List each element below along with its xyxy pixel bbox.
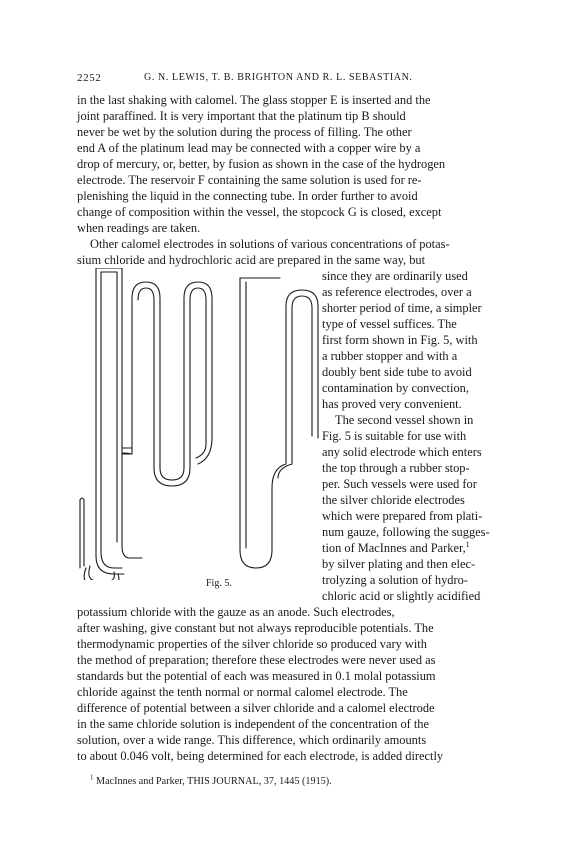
wrap-line: trolyzing a solution of hydro- xyxy=(322,573,468,587)
wrap-line xyxy=(322,540,470,556)
wrap-line: has proved very convenient. xyxy=(322,397,462,411)
body-line: difference of potential between a silver chloride and a calomel electrode xyxy=(77,701,435,715)
body-line: potassium chloride with the gauze as an anode. Such electrodes, xyxy=(77,605,395,619)
footnote-marker: 1 xyxy=(465,539,470,549)
wrap-line: since they are ordinarily used xyxy=(322,269,468,283)
body-line: end A of the platinum lead may be connected with a copper wire by a xyxy=(77,141,421,155)
wrap-line: per. Such vessels were used for xyxy=(322,477,477,491)
wrap-line: Fig. 5 is suitable for use with xyxy=(322,429,467,443)
page-number: 2252 xyxy=(77,72,102,84)
body-line: drop of mercury, or, better, by fusion as shown in the case of the hydrogen xyxy=(77,157,446,171)
body-line: joint paraffined. It is very important that the platinum tip B should xyxy=(77,109,406,123)
body-line: Other calomel electrodes in solutions of various concentrations of potas- xyxy=(90,237,450,251)
body-line: never be wet by the solution during the process of filling. The other xyxy=(77,125,412,139)
body-line: plenishing the liquid in the connecting tube. In order further to avoid xyxy=(77,189,418,203)
wrap-line: as reference electrodes, over a xyxy=(322,285,472,299)
wrap-line: a rubber stopper and with a xyxy=(322,349,458,363)
wrap-line: the top through a rubber stop- xyxy=(322,461,470,475)
wrap-line: contamination by convection, xyxy=(322,381,469,395)
body-line: to about 0.046 volt, being determined for each electrode, is added directly xyxy=(77,749,444,763)
figure-caption: Fig. 5. xyxy=(206,578,232,589)
figure-5-electrode-vessels xyxy=(76,268,322,580)
wrap-line: chloric acid or slightly acidified xyxy=(322,589,481,603)
body-line: in the same chloride solution is independent of the concentration of the xyxy=(77,717,430,731)
footnote-number: 1 xyxy=(90,773,94,782)
body-line: the method of preparation; therefore these electrodes were never used as xyxy=(77,653,436,667)
body-line: when readings are taken. xyxy=(77,221,201,235)
body-line: in the last shaking with calomel. The glass stopper E is inserted and the xyxy=(77,93,431,107)
body-line: standards but the potential of each was measured in 0.1 molal potassium xyxy=(77,669,436,683)
body-line: solution, over a wide range. This difference, which ordinarily amounts xyxy=(77,733,427,747)
wrap-line: by silver plating and then elec- xyxy=(322,557,476,571)
first-vessel-drawing xyxy=(80,268,212,580)
wrap-line: doubly bent side tube to avoid xyxy=(322,365,472,379)
footnote xyxy=(90,773,332,787)
body-line: thermodynamic properties of the silver chloride so produced vary with xyxy=(77,637,427,651)
wrap-line: num gauze, following the sugges- xyxy=(322,525,490,539)
wrap-line: The second vessel shown in xyxy=(335,413,474,427)
wrap-line: first form shown in Fig. 5, with xyxy=(322,333,478,347)
body-line: change of composition within the vessel, the stopcock G is closed, except xyxy=(77,205,442,219)
body-line: chloride against the tenth normal or normal calomel electrode. The xyxy=(77,685,408,699)
body-line: electrode. The reservoir F containing the same solution is used for re- xyxy=(77,173,422,187)
running-head-authors: G. N. LEWIS, T. B. BRIGHTON AND R. L. SEBASTIAN. xyxy=(144,72,413,83)
body-line: after washing, give constant but not always reproducible potentials. The xyxy=(77,621,434,635)
wrap-line: which were prepared from plati- xyxy=(322,509,483,523)
wrap-line: type of vessel suffices. The xyxy=(322,317,457,331)
wrap-line-text: tion of MacInnes and Parker, xyxy=(322,541,466,555)
wrap-line: any solid electrode which enters xyxy=(322,445,482,459)
wrap-line: the silver chloride electrodes xyxy=(322,493,465,507)
second-vessel-drawing xyxy=(240,278,318,568)
body-line: sium chloride and hydrochloric acid are prepared in the same way, but xyxy=(77,253,426,267)
footnote-text: MacInnes and Parker, THIS JOURNAL, 37, 1445 (1915). xyxy=(96,776,332,787)
wrap-line: shorter period of time, a simpler xyxy=(322,301,482,315)
